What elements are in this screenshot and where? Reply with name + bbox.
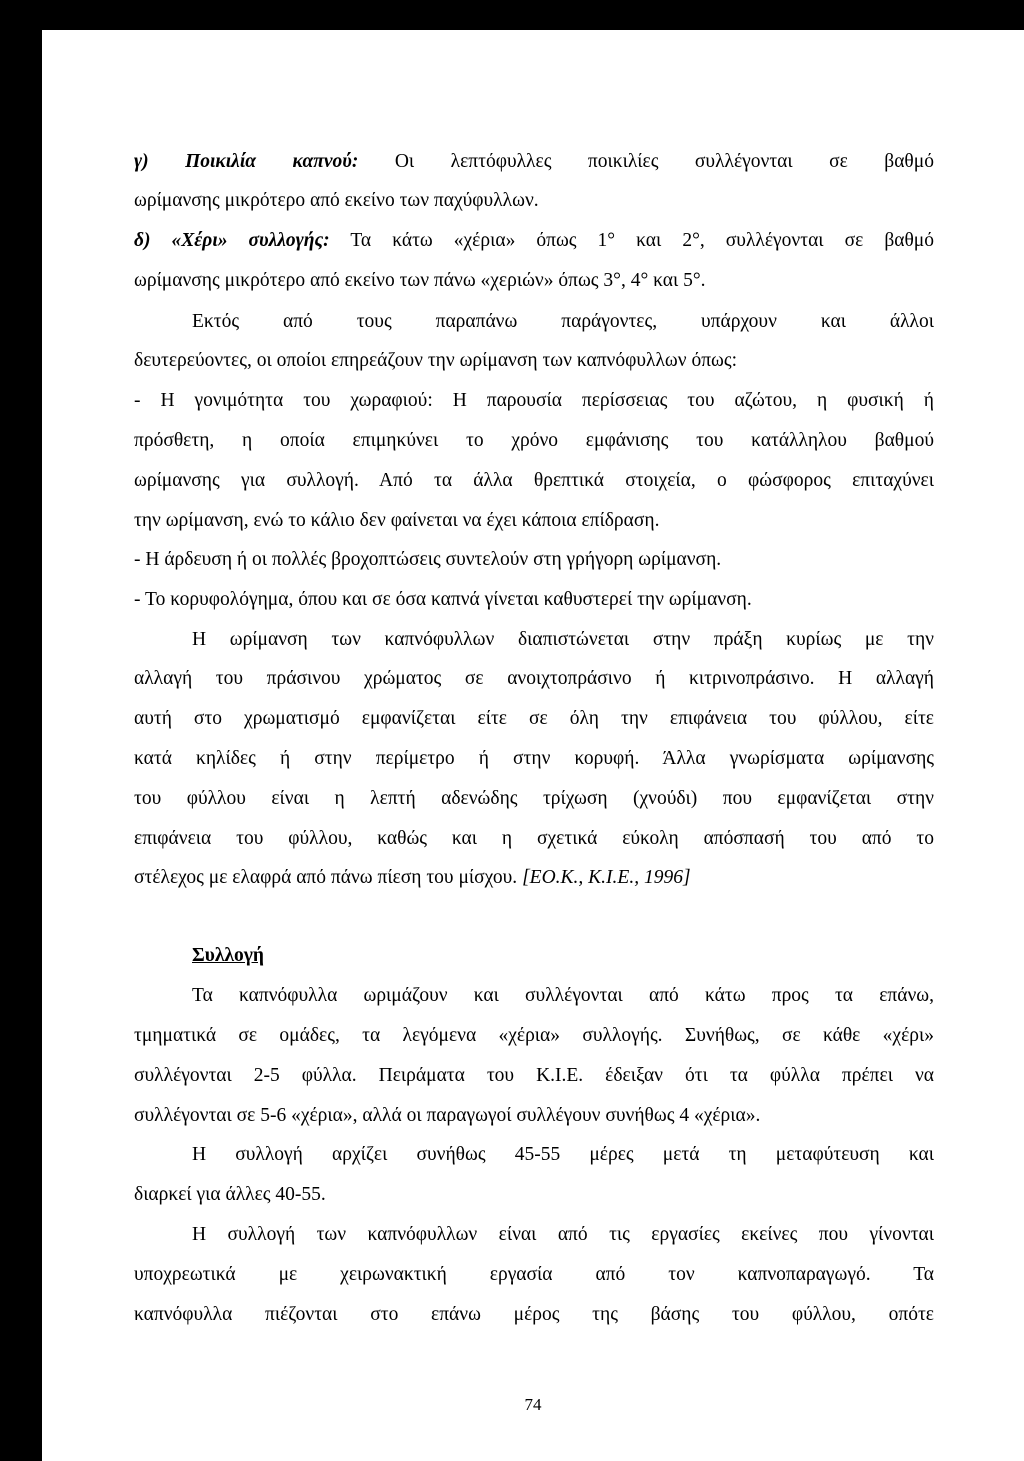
paragraph-line: αυτή στο χρωματισμό εμφανίζεται είτε σε όλη την επιφάνεια του φύλλου, είτε — [134, 708, 934, 729]
paragraph-line: τμηματικά σε ομάδες, τα λεγόμενα «χέρια» συλλογής. Συνήθως, σε κάθε «χέρι» — [134, 1025, 934, 1046]
page-number: 74 — [524, 1395, 542, 1414]
paragraph-line: ωρίμανσης μικρότερο από εκείνο των παχύφυλλων. — [134, 190, 539, 211]
paragraph-line: υποχρεωτικά με χειρωνακτική εργασία από τον καπνοπαραγωγό. Τα — [134, 1264, 934, 1285]
paragraph-line: πρόσθετη, η οποία επιμηκύνει το χρόνο εμφάνισης του κατάλληλου βαθμού — [134, 430, 934, 451]
paragraph-line: διαρκεί για άλλες 40-55. — [134, 1184, 326, 1205]
paragraph-line: γ) Ποικιλία καπνού: Οι λεπτόφυλλες ποικιλίες συλλέγονται σε βαθμό — [134, 151, 934, 172]
section-heading: Συλλογή — [192, 945, 264, 966]
paragraph-line: την ωρίμανση, ενώ το κάλιο δεν φαίνεται να έχει κάποια επίδραση. — [134, 510, 660, 531]
paragraph-line: - Η γονιμότητα του χωραφιού: Η παρουσία περίσσειας του αζώτου, η φυσική ή — [134, 390, 934, 411]
paragraph-line: ωρίμανσης μικρότερο από εκείνο των πάνω «χεριών» όπως 3°, 4° και 5°. — [134, 270, 706, 291]
paragraph-line: συλλέγονται σε 5-6 «χέρια», αλλά οι παραγωγοί συλλέγουν συνήθως 4 «χέρια». — [134, 1105, 761, 1126]
paragraph-line: επιφάνεια του φύλλου, καθώς και η σχετικά εύκολη απόσπασή του από το — [134, 828, 934, 849]
paragraph-line: Η συλλογή των καπνόφυλλων είναι από τις εργασίες εκείνες που γίνονται — [192, 1224, 934, 1245]
list-item-label: δ) «Χέρι» συλλογής: — [134, 230, 330, 251]
paragraph-line: Τα καπνόφυλλα ωριμάζουν και συλλέγονται από κάτω προς τα επάνω, — [192, 985, 934, 1006]
paragraph-line: - Η άρδευση ή οι πολλές βροχοπτώσεις συντελούν στη γρήγορη ωρίμανση. — [134, 549, 722, 570]
paragraph-line: κατά κηλίδες ή στην περίμετρο ή στην κορυφή. Άλλα γνωρίσματα ωρίμανσης — [134, 748, 934, 769]
citation: [ΕΟ.Κ., Κ.Ι.Ε., 1996] — [522, 867, 691, 888]
paragraph-line: στέλεχος με ελαφρά από πάνω πίεση του μίσχου. [ΕΟ.Κ., Κ.Ι.Ε., 1996] — [134, 867, 691, 888]
list-item-label: γ) Ποικιλία καπνού: — [134, 151, 359, 172]
paragraph-line: ωρίμανσης για συλλογή. Από τα άλλα θρεπτικά στοιχεία, ο φώσφορος επιταχύνει — [134, 470, 934, 491]
paragraph-line: Η συλλογή αρχίζει συνήθως 45-55 μέρες μετά τη μεταφύτευση και — [192, 1144, 934, 1165]
paragraph-line: δ) «Χέρι» συλλογής: Τα κάτω «χέρια» όπως 1° και 2°, συλλέγονται σε βαθμό — [134, 230, 934, 251]
paragraph-line: καπνόφυλλα πιέζονται στο επάνω μέρος της βάσης του φύλλου, οπότε — [134, 1304, 934, 1325]
document-page — [42, 30, 1024, 1461]
paragraph-line: αλλαγή του πράσινου χρώματος σε ανοιχτοπράσινο ή κιτρινοπράσινο. Η αλλαγή — [134, 668, 934, 689]
paragraph-line: - Το κορυφολόγημα, όπου και σε όσα καπνά γίνεται καθυστερεί την ωρίμανση. — [134, 589, 752, 610]
paragraph-line: συλλέγονται 2-5 φύλλα. Πειράματα του Κ.Ι.Ε. έδειξαν ότι τα φύλλα πρέπει να — [134, 1065, 934, 1086]
paragraph-line: του φύλλου είναι η λεπτή αδενώδης τρίχωση (χνούδι) που εμφανίζεται στην — [134, 788, 934, 809]
paragraph-line: δευτερεύοντες, οι οποίοι επηρεάζουν την ωρίμανση των καπνόφυλλων όπως: — [134, 350, 738, 371]
paragraph-line: Η ωρίμανση των καπνόφυλλων διαπιστώνεται στην πράξη κυρίως με την — [192, 629, 934, 650]
paragraph-line: Εκτός από τους παραπάνω παράγοντες, υπάρχουν και άλλοι — [192, 311, 934, 332]
